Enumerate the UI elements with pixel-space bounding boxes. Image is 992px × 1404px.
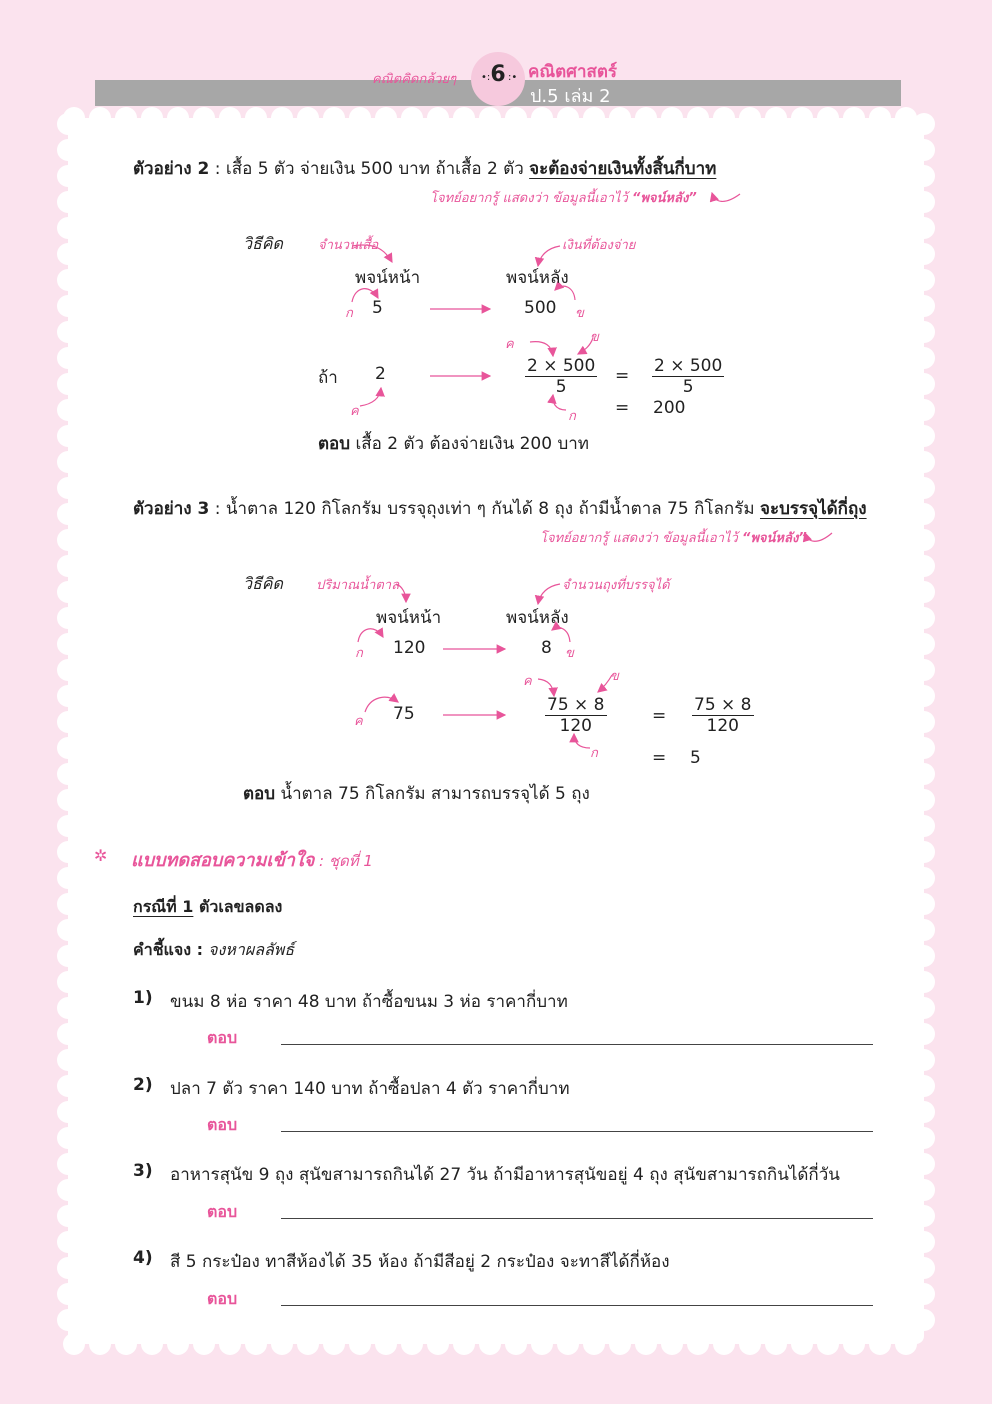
example3-value-b: 8 xyxy=(541,638,552,658)
example3-method-label: วิธีคิด xyxy=(243,574,283,593)
marker-kh: ข xyxy=(565,646,574,661)
example2-value-a: 5 xyxy=(372,298,383,318)
example2-text: เสื้อ 5 ตัว จ่ายเงิน 500 บาท ถ้าเสื้อ 2 ตัว xyxy=(225,159,530,179)
marker-kho: ค xyxy=(354,714,363,729)
page-number: 6 xyxy=(490,62,506,87)
example2-question: จะต้องจ่ายเงินทั้งสิ้นกี่บาท xyxy=(529,159,717,179)
example2-back-term: พจน์หลัง xyxy=(506,268,569,288)
instruction-label: คำชี้แจง : xyxy=(133,940,204,959)
example3-front-label: ปริมาณน้ำตาล xyxy=(316,578,400,593)
note-text: โจทย์อยากรู้ แสดงว่า ข้อมูลนี้เอาไว้ xyxy=(430,191,632,206)
question-number: 2) xyxy=(133,1075,153,1095)
example2-front-term: พจน์หน้า xyxy=(355,268,421,288)
answer-label: ตอบ xyxy=(318,434,351,454)
example3-front-term: พจน์หน้า xyxy=(376,608,442,628)
example3-question: จะบรรจุได้กี่ถุง xyxy=(759,499,867,519)
example3-label: ตัวอย่าง 3 xyxy=(133,499,210,519)
case-heading xyxy=(133,895,282,920)
marker-k: ก xyxy=(568,409,576,424)
fraction-denominator: 120 xyxy=(559,716,592,736)
answer-label: ตอบ xyxy=(207,1028,238,1047)
header-subject: คณิตศาสตร์ xyxy=(528,62,618,82)
marker-kho: ค xyxy=(350,404,359,419)
marker-kho: ค xyxy=(523,674,532,689)
marker-kh: ข xyxy=(575,306,584,321)
example2-fraction xyxy=(525,357,597,396)
case-label: กรณีที่ 1 xyxy=(133,897,194,916)
equals-sign: = xyxy=(652,748,667,768)
question-number: 4) xyxy=(133,1248,153,1268)
question-text: ปลา 7 ตัว ราคา 140 บาท ถ้าซื้อปลา 4 ตัว ราคากี่บาท xyxy=(170,1079,570,1099)
answer-text: เสื้อ 2 ตัว ต้องจ่ายเงิน 200 บาท xyxy=(350,434,590,454)
note-text: โจทย์อยากรู้ แสดงว่า ข้อมูลนี้เอาไว้ xyxy=(540,531,742,546)
example3-note xyxy=(540,527,807,548)
flower-icon: ✲ xyxy=(94,846,108,865)
marker-k: ก xyxy=(355,646,363,661)
example2-if: ถ้า xyxy=(318,368,338,388)
instruction xyxy=(133,938,294,963)
example2-method-label: วิธีคิด xyxy=(243,234,283,253)
case-text: ตัวเลขลดลง xyxy=(193,897,283,916)
marker-kh: ข xyxy=(610,669,619,684)
header-series-title: คณิตคิดกล้วยๆ xyxy=(372,72,457,87)
answer-text: น้ำตาล 75 กิโลกรัม สามารถบรรจุได้ 5 ถุง xyxy=(275,784,590,804)
example2-back-label: เงินที่ต้องจ่าย xyxy=(562,238,636,253)
answer-label: ตอบ xyxy=(207,1115,238,1134)
example3-back-label: จำนวนถุงที่บรรจุได้ xyxy=(562,578,670,593)
marker-k: ก xyxy=(345,306,353,321)
fraction-denominator: 120 xyxy=(706,716,739,736)
answer-line[interactable] xyxy=(281,1131,873,1132)
example3-fraction xyxy=(545,696,607,735)
fraction-numerator: 75 × 8 xyxy=(547,695,605,715)
separator: : xyxy=(209,499,226,519)
example3-value-a: 120 xyxy=(393,638,426,658)
fraction-numerator: 2 × 500 xyxy=(527,356,596,376)
fraction-denominator: 5 xyxy=(555,377,567,397)
example2-value-b: 500 xyxy=(524,298,557,318)
example2-front-label: จำนวนเสื้อ xyxy=(318,238,379,253)
answer-label: ตอบ xyxy=(207,1202,238,1221)
marker-k: ก xyxy=(590,746,598,761)
instruction-text: จงหาผลลัพธ์ xyxy=(203,940,295,959)
example2-result: 200 xyxy=(653,398,686,418)
fraction-numerator: 2 × 500 xyxy=(654,356,723,376)
equals-sign: = xyxy=(615,366,630,386)
dot-icon: •: xyxy=(481,72,491,83)
dot-icon: :• xyxy=(508,72,518,83)
example3-result: 5 xyxy=(690,748,701,768)
header-grade: ป.5 เล่ม 2 xyxy=(530,86,611,107)
example2-statement xyxy=(133,155,716,182)
equals-sign: = xyxy=(615,398,630,418)
exercise-heading xyxy=(131,845,373,874)
example2-fraction-repeat xyxy=(652,357,724,396)
question-number: 1) xyxy=(133,988,153,1008)
example2-label: ตัวอย่าง 2 xyxy=(133,159,210,179)
example2-value-c: 2 xyxy=(375,364,386,384)
example3-answer xyxy=(243,780,590,807)
answer-label: ตอบ xyxy=(243,784,276,804)
question-text: สี 5 กระป๋อง ทาสีห้องได้ 35 ห้อง ถ้ามีสีอยู่ 2 กระป๋อง จะทาสีได้กี่ห้อง xyxy=(170,1252,670,1272)
question-number: 3) xyxy=(133,1161,153,1181)
exercise-title: แบบทดสอบความเข้าใจ xyxy=(131,850,315,871)
example3-statement xyxy=(133,495,867,522)
exercise-set: : ชุดที่ 1 xyxy=(314,852,373,870)
answer-line[interactable] xyxy=(281,1044,873,1045)
question-text: ขนม 8 ห่อ ราคา 48 บาท ถ้าซื้อขนม 3 ห่อ ราคากี่บาท xyxy=(170,992,568,1012)
example2-answer xyxy=(318,430,589,457)
answer-line[interactable] xyxy=(281,1218,873,1219)
example3-value-c: 75 xyxy=(393,704,415,724)
answer-line[interactable] xyxy=(281,1305,873,1306)
example3-back-term: พจน์หลัง xyxy=(506,608,569,628)
marker-kho: ค xyxy=(505,337,514,352)
note-emphasis: “พจน์หลัง” xyxy=(631,191,697,206)
example3-fraction-repeat xyxy=(692,696,754,735)
question-text: อาหารสุนัข 9 ถุง สุนัขสามารถกินได้ 27 วัน ถ้ามีอาหารสุนัขอยู่ 4 ถุง สุนัขสามารถกินได้กี่วัน xyxy=(170,1165,840,1185)
answer-label: ตอบ xyxy=(207,1289,238,1308)
marker-kh: ข xyxy=(590,330,599,345)
example2-note xyxy=(430,187,697,208)
example3-text: น้ำตาล 120 กิโลกรัม บรรจุถุงเท่า ๆ กันได้ 8 ถุง ถ้ามีน้ำตาล 75 กิโลกรัม xyxy=(225,499,760,519)
equals-sign: = xyxy=(652,706,667,726)
fraction-denominator: 5 xyxy=(682,377,694,397)
note-emphasis: “พจน์หลัง” xyxy=(741,531,807,546)
fraction-numerator: 75 × 8 xyxy=(694,695,752,715)
separator: : xyxy=(209,159,226,179)
